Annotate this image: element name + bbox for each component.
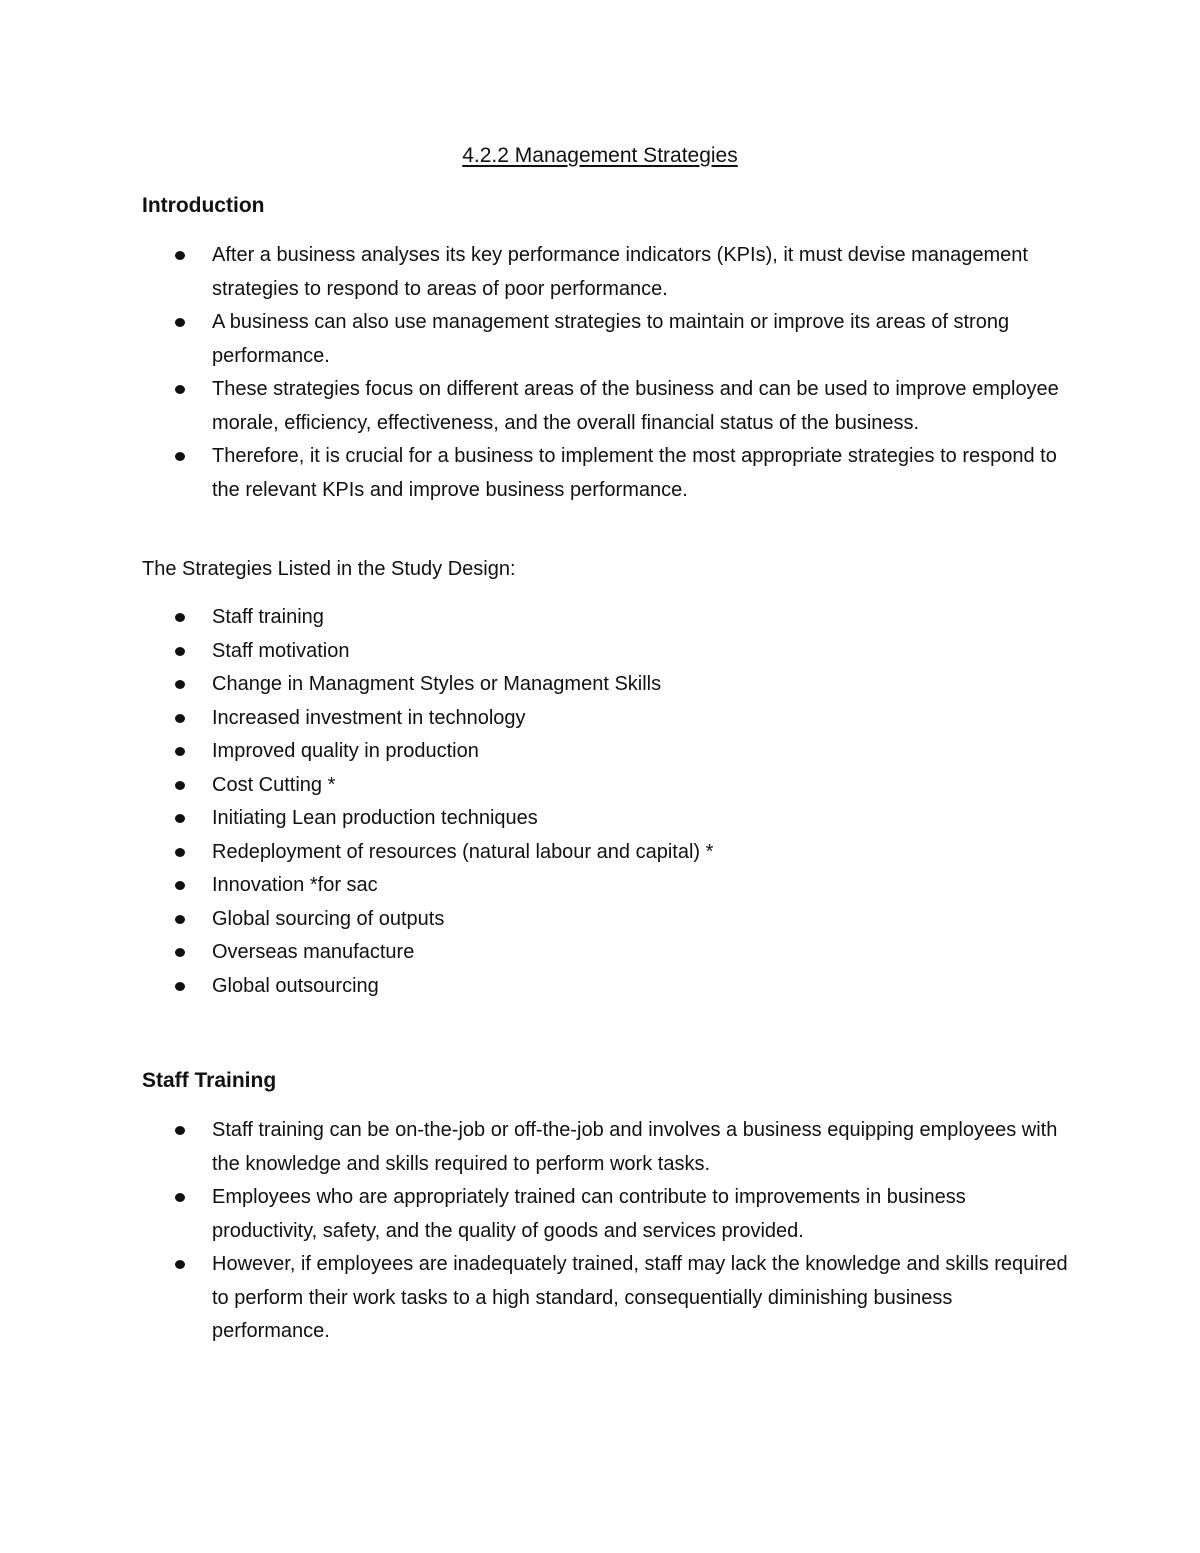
list-item: Initiating Lean production techniques bbox=[0, 802, 1200, 836]
list-item: Global sourcing of outputs bbox=[0, 903, 1200, 937]
bullet-icon bbox=[175, 385, 185, 394]
bullet-icon bbox=[175, 613, 185, 622]
bullet-icon bbox=[175, 948, 185, 957]
list-item: Staff motivation bbox=[0, 635, 1200, 669]
bullet-icon bbox=[175, 814, 185, 823]
bullet-icon bbox=[175, 1193, 185, 1202]
bullet-icon bbox=[175, 848, 185, 857]
bullet-icon bbox=[175, 680, 185, 689]
bullet-icon bbox=[175, 251, 185, 260]
bullet-icon bbox=[175, 452, 185, 461]
strategies-lead: The Strategies Listed in the Study Design: bbox=[142, 558, 516, 580]
list-item: Staff training bbox=[0, 601, 1200, 635]
bullet-icon bbox=[175, 881, 185, 890]
list-item: Cost Cutting * bbox=[0, 769, 1200, 803]
list-item: Employees who are appropriately trained can contribute to improvements in business productivity, safety, and the quality of goods and services provided. bbox=[0, 1181, 1200, 1248]
page-title: 4.2.2 Management Strategies bbox=[462, 144, 738, 167]
list-item: Overseas manufacture bbox=[0, 936, 1200, 970]
list-item: Change in Managment Styles or Managment Skills bbox=[0, 668, 1200, 702]
staff-training-list bbox=[0, 1114, 1200, 1349]
list-item: Increased investment in technology bbox=[0, 702, 1200, 736]
introduction-list bbox=[0, 239, 1200, 507]
bullet-icon bbox=[175, 747, 185, 756]
bullet-icon bbox=[175, 1260, 185, 1269]
introduction-heading: Introduction bbox=[142, 194, 265, 217]
list-item: However, if employees are inadequately trained, staff may lack the knowledge and skills required to perform their work tasks to a high standard, consequentially diminishing business performance. bbox=[0, 1248, 1200, 1349]
strategies-list bbox=[0, 601, 1200, 1003]
bullet-icon bbox=[175, 714, 185, 723]
bullet-icon bbox=[175, 781, 185, 790]
list-item: Improved quality in production bbox=[0, 735, 1200, 769]
list-item: After a business analyses its key performance indicators (KPIs), it must devise management strategies to respond to areas of poor performance. bbox=[0, 239, 1200, 306]
list-item: Redeployment of resources (natural labour and capital) * bbox=[0, 836, 1200, 870]
bullet-icon bbox=[175, 982, 185, 991]
bullet-icon bbox=[175, 647, 185, 656]
list-item: Staff training can be on-the-job or off-the-job and involves a business equipping employees with the knowledge and skills required to perform work tasks. bbox=[0, 1114, 1200, 1181]
list-item: Global outsourcing bbox=[0, 970, 1200, 1004]
bullet-icon bbox=[175, 915, 185, 924]
bullet-icon bbox=[175, 318, 185, 327]
list-item: Innovation *for sac bbox=[0, 869, 1200, 903]
list-item: These strategies focus on different areas of the business and can be used to improve employee morale, efficiency, effectiveness, and the overall financial status of the business. bbox=[0, 373, 1200, 440]
bullet-icon bbox=[175, 1126, 185, 1135]
list-item: A business can also use management strategies to maintain or improve its areas of strong performance. bbox=[0, 306, 1200, 373]
staff-training-heading: Staff Training bbox=[142, 1069, 277, 1092]
list-item: Therefore, it is crucial for a business to implement the most appropriate strategies to respond to the relevant KPIs and improve business performance. bbox=[0, 440, 1200, 507]
